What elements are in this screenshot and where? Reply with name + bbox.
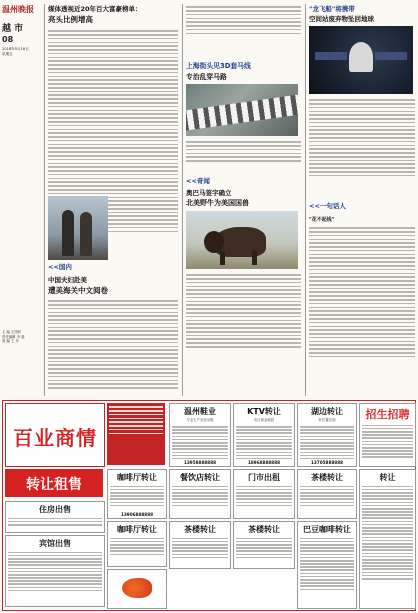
page-number: 08 (2, 35, 14, 44)
ad-tile (169, 469, 231, 519)
ad-tile-title: 茶楼转让 (311, 473, 343, 482)
fish-illustration (122, 578, 152, 598)
article-subhead: 亮头比例增高 (48, 15, 93, 24)
ad-tile-title: 住房出售 (39, 505, 71, 514)
section-tag: <<国内 (48, 263, 72, 271)
crosswalk-stripes (186, 92, 298, 131)
section-tag: <<奇闻 (186, 177, 210, 185)
bison-leg (220, 251, 225, 265)
ad-tile-phone: 13958888888 (183, 460, 217, 465)
ad-tile (297, 469, 357, 519)
issue-weekday: 星期五 (2, 52, 13, 56)
ad-tile-body (234, 423, 294, 462)
ad-tile-phone: 13906888888 (120, 512, 154, 517)
newspaper-logo: 温州晚报 (2, 5, 34, 14)
editor-line: 美 编 王 东 (2, 339, 19, 344)
masthead (2, 4, 42, 394)
ad-tile-title: 餐饮店转让 (180, 473, 220, 482)
ad-tile-body (6, 549, 104, 594)
ad-tile (233, 469, 295, 519)
bison-story-title-1: 奥巴马签字确立 (186, 189, 232, 197)
domestic-headline-1: 中国夫妇赴美 (48, 276, 87, 284)
ad-tile-title: 温州鞋业 (184, 407, 216, 416)
bison-photo (186, 211, 298, 269)
ad-tile (169, 521, 231, 569)
capsule (349, 42, 373, 72)
column-divider (305, 4, 306, 396)
ad-tile-title: 湖边转让 (311, 407, 343, 416)
issue-date: 2018年5月18日 (2, 47, 29, 51)
domestic-body (48, 298, 178, 402)
article-column-3 (309, 4, 415, 396)
fish-ad (107, 569, 167, 609)
ad-tile-phone: 18968888888 (247, 460, 281, 465)
red-promo-tile (107, 403, 165, 465)
classified-ads (2, 400, 416, 611)
masthead-divider (44, 4, 45, 396)
ad-tile-body (234, 483, 294, 509)
ad-tile-title: 咖啡厅转让 (117, 525, 157, 534)
ad-tile-body (170, 483, 230, 509)
column2-top-body (186, 4, 301, 48)
street-headline: 上海街头见3D套马线 (186, 62, 251, 70)
ad-tile-title: 茶楼转让 (248, 525, 280, 534)
ad-tile (5, 535, 105, 607)
ad-tile-body (298, 535, 356, 593)
crosswalk-photo (186, 84, 298, 136)
article-headline: 媒体透视近20年百大富豪榜单： (48, 5, 142, 13)
ad-tile-title: 巴豆咖啡转让 (303, 525, 351, 534)
ad-tile-body (234, 535, 294, 561)
ad-tile (5, 501, 105, 533)
ad-tile (359, 469, 416, 609)
ad-tile-title: KTV转让 (247, 407, 281, 416)
spacecraft-photo (309, 26, 413, 94)
ad-tile-body (6, 515, 104, 528)
domestic-section (48, 262, 178, 398)
photo-figure (80, 212, 92, 256)
quote-body (309, 225, 415, 393)
article-column-2 (186, 4, 301, 396)
ad-tile (297, 403, 357, 467)
ad-tile-phone: 13705888888 (310, 460, 344, 465)
ad-tile (169, 403, 231, 467)
ad-tile (297, 521, 357, 609)
ad-tile-body (170, 535, 230, 561)
ad-tile-body (108, 535, 166, 558)
bison-head (204, 231, 224, 253)
solar-panel (315, 52, 347, 60)
ad-tile (233, 521, 295, 569)
section-name: 越 市 (2, 24, 24, 34)
bison-story-title-2: 北美野牛为美国国兽 (186, 199, 249, 207)
ad-tile-body (108, 483, 166, 509)
domestic-photo (48, 196, 108, 260)
ad-tile-title: 招生招聘 (365, 408, 410, 421)
ad-tile-subtitle: 好位置店面 (318, 418, 336, 422)
rent-title: 转让租售 (26, 477, 82, 493)
ad-tile-title: 咖啡厅转让 (117, 473, 157, 482)
ad-tile-title: 宾馆出售 (39, 539, 71, 548)
ad-tile-body (298, 423, 356, 462)
editor-line: 责任编辑 李 磊 (2, 334, 25, 339)
ad-tile-body (360, 483, 415, 582)
ads-big-title: 百业商情 (13, 426, 97, 450)
quote-title: "花不起钱" (309, 217, 335, 223)
ad-tile-title: 门市出租 (248, 473, 280, 482)
ad-tile-title: 茶楼转让 (184, 525, 216, 534)
street-subhead: 专治乱穿马路 (186, 73, 227, 81)
ad-tile (107, 521, 167, 567)
bison-leg (252, 251, 257, 265)
section-tag: <<一句话人 (309, 202, 346, 210)
ad-tile-title: 转让 (379, 473, 396, 482)
domestic-headline-2: 遭美海关中文阅卷 (48, 286, 108, 295)
editor-credits (2, 330, 25, 344)
editor-line: 主 编 王国民 (2, 330, 22, 334)
ad-tile-subtitle: 专业生产各类女鞋 (186, 418, 214, 422)
rent-banner (5, 469, 103, 497)
ad-tile (107, 469, 167, 519)
solar-panel (375, 52, 407, 60)
column-divider (182, 4, 183, 396)
ad-tile (233, 403, 295, 467)
dragon-subhead: 空间站废弃物坠回地球 (309, 15, 374, 23)
dragon-headline: "龙飞船"将携带 (309, 5, 355, 13)
photo-figure (62, 210, 74, 256)
ad-tile-subtitle: 市区黄金地段 (253, 418, 275, 422)
ad-tile-body (360, 422, 415, 461)
street-body (186, 139, 301, 173)
ads-banner (5, 403, 105, 467)
ad-tile (359, 403, 416, 467)
ad-tile-body (298, 483, 356, 509)
bison-body (186, 272, 301, 366)
dragon-body (309, 97, 415, 197)
ad-tile-body (170, 423, 230, 462)
